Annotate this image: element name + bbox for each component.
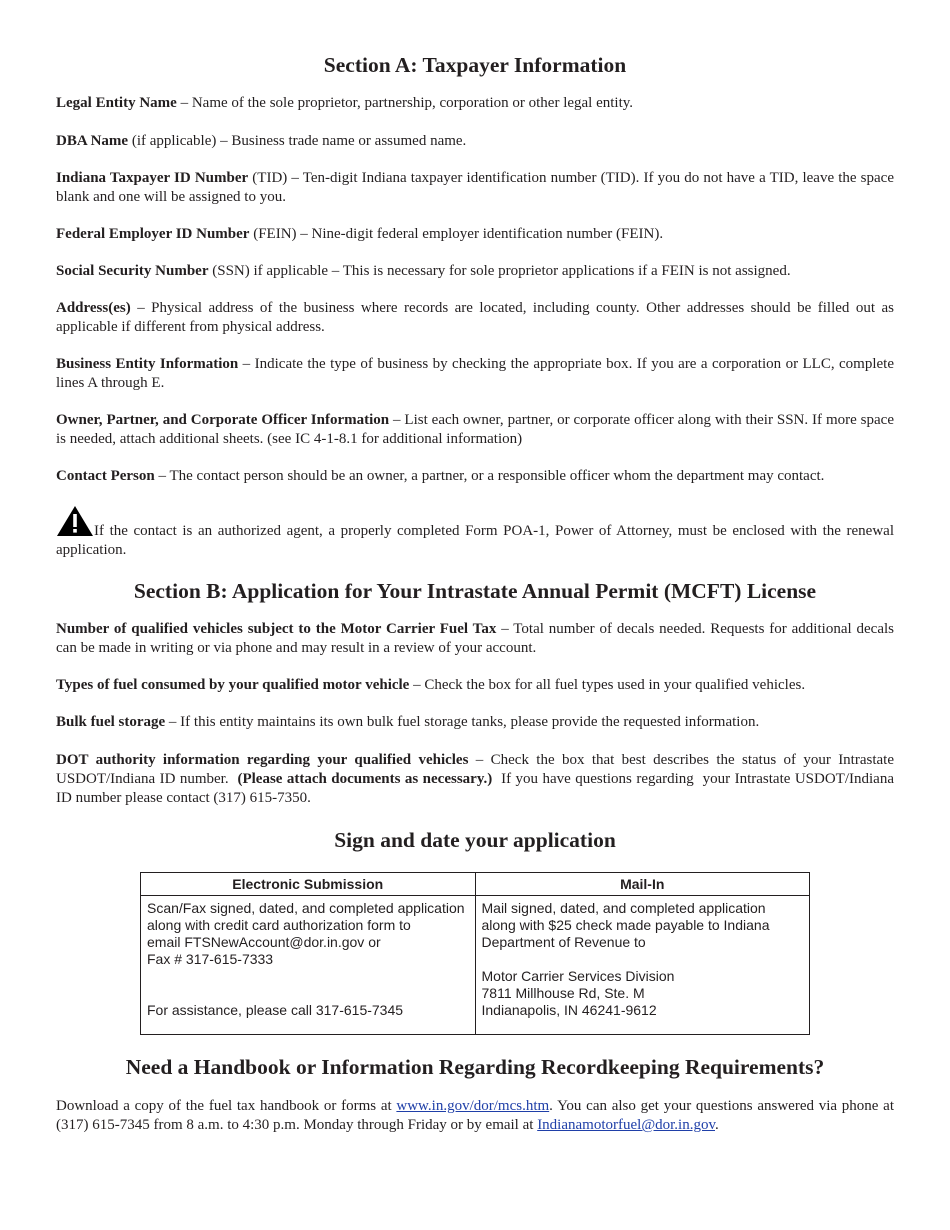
electronic-instructions: Scan/Fax signed, dated, and completed application along with credit card authorization form to email FTSNewAccount@dor.in.gov or Fax # 317-615-7333 — [147, 900, 465, 967]
para-ssn: Social Security Number (SSN) if applicable – This is necessary for sole proprietor applications if a FEIN is not assigned. — [56, 263, 791, 279]
header-mail-in: Mail-In — [475, 873, 810, 896]
warning-triangle-icon — [56, 505, 94, 537]
para-qualified-vehicles: Number of qualified vehicles subject to the Motor Carrier Fuel Tax – Total number of decals needed. Requests for additional decals can be made in writing or via phone and may result in a review of your account. — [56, 621, 894, 656]
para-business-entity: Business Entity Information – Indicate the type of business by checking the appropriate box. If you are a corporation or LLC, complete lines A through E. — [56, 356, 894, 391]
header-electronic: Electronic Submission — [141, 873, 476, 896]
para-owner-info: Owner, Partner, and Corporate Officer Information – List each owner, partner, or corporate officer along with their SSN. If more space is needed, attach additional sheets. (see IC 4-1-8.1 for additional information) — [56, 412, 894, 447]
para-handbook: Download a copy of the fuel tax handbook or forms at www.in.gov/dor/mcs.htm. You can also get your questions answered via phone at (317) 615-7345 from 8 a.m. to 4:30 p.m. Monday through Friday or by email at Indianamotorfuel@dor.in.gov. — [56, 1098, 895, 1133]
para-bulk-fuel: Bulk fuel storage – If this entity maintains its own bulk fuel storage tanks, please provide the requested information. — [56, 714, 760, 730]
cell-electronic — [141, 896, 476, 1035]
cell-mail-in — [475, 896, 810, 1035]
assistance-line: For assistance, please call 317-615-7345 — [147, 1002, 404, 1018]
para-warning: If the contact is an authorized agent, a properly completed Form POA-1, Power of Attorney, must be enclosed with the renewal application. — [56, 505, 894, 560]
para-legal-entity: Legal Entity Name – Name of the sole proprietor, partnership, corporation or other legal entity. — [56, 95, 634, 111]
para-fuel-types: Types of fuel consumed by your qualified motor vehicle – Check the box for all fuel types used in your qualified vehicles. — [56, 677, 806, 693]
handbook-title: Need a Handbook or Information Regarding Recordkeeping Requirements? — [125, 1055, 825, 1079]
handbook-link[interactable]: www.in.gov/dor/mcs.htm — [396, 1098, 550, 1114]
mail-address: Motor Carrier Services Division 7811 Millhouse Rd, Ste. M Indianapolis, IN 46241-9612 — [481, 968, 675, 1018]
para-dba-name: DBA Name (if applicable) – Business trade name or assumed name. — [56, 133, 467, 149]
submission-table — [140, 872, 810, 1035]
para-contact-person: Contact Person – The contact person should be an owner, a partner, or a responsible officer whom the department may contact. — [56, 468, 825, 484]
para-fein: Federal Employer ID Number (FEIN) – Nine-digit federal employer identification number (FEIN). — [56, 226, 664, 242]
email-link[interactable]: Indianamotorfuel@dor.in.gov — [537, 1117, 715, 1133]
section-b-title: Section B: Application for Your Intrastate Annual Permit (MCFT) License — [133, 579, 817, 603]
sign-title: Sign and date your application — [334, 828, 616, 852]
para-tid: Indiana Taxpayer ID Number (TID) – Ten-digit Indiana taxpayer identification number (TID). If you do not have a TID, leave the space blank and one will be assigned to you. — [56, 170, 894, 205]
section-a-title: Section A: Taxpayer Information — [323, 53, 627, 77]
para-addresses: Address(es) – Physical address of the business where records are located, including county. Other addresses should be filled out as applicable if different from physical address. — [56, 300, 894, 335]
mail-instructions: Mail signed, dated, and completed application along with $25 check made payable to Indiana Department of Revenue to — [481, 900, 770, 950]
para-dot-authority: DOT authority information regarding your qualified vehicles – Check the box that best describes the status of your Intrastate USDOT/Indiana ID number. (Please attach documents as necessary.) If you have questions regarding your Intrastate USDOT/Indiana ID number please contact (317) 615-7350. — [56, 752, 898, 806]
